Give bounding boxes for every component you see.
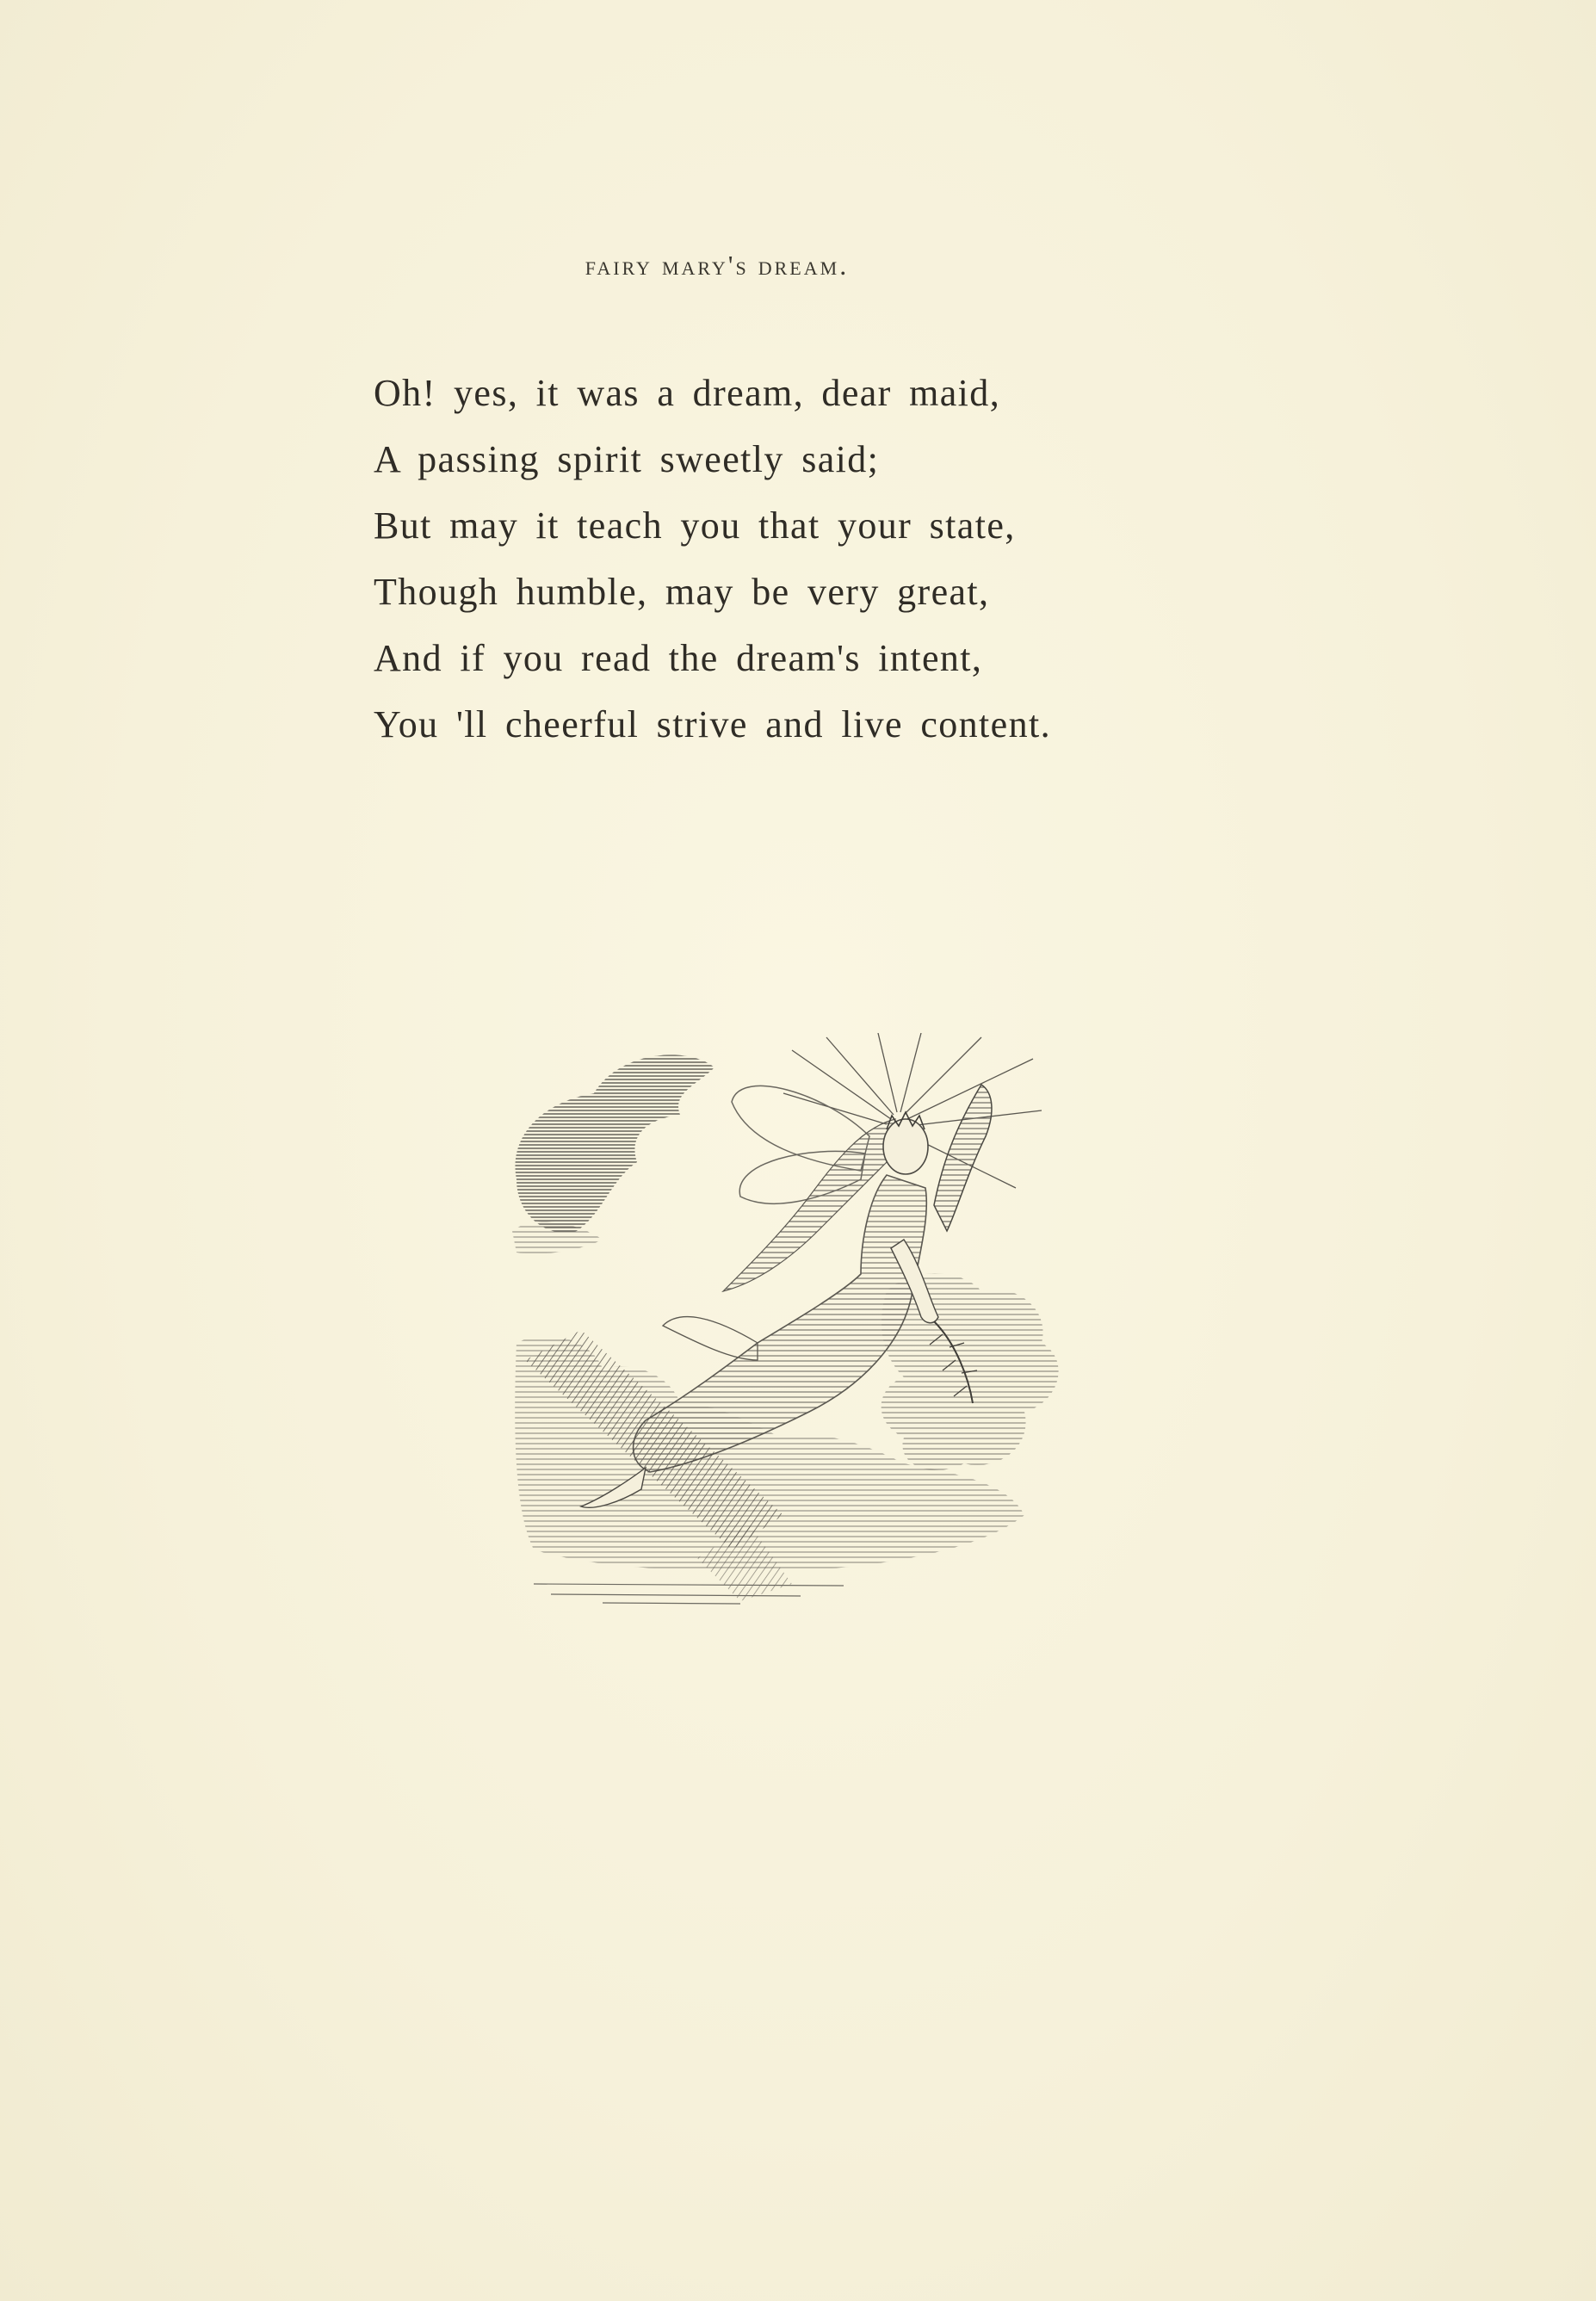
poem-stanza [374,360,1234,758]
running-head: fairy mary's dream. [585,250,850,281]
poem-line: But may it teach you that your state, [374,504,1016,547]
fairy-arm [934,1085,992,1231]
poem-line: And if you read the dream's intent, [374,637,983,679]
fairy-head [883,1119,928,1174]
fairy-body [634,1175,927,1472]
fairy-engraving-illustration [499,1033,1102,1618]
poem-line: Oh! yes, it was a dream, dear maid, [374,372,1001,414]
fairy-engraving-icon [499,1033,1102,1618]
poem-line: A passing spirit sweetly said; [374,438,880,480]
ground-lines [534,1584,844,1604]
cloud-upper-left [515,1055,714,1233]
poem-line: You 'll cheerful strive and live content. [374,703,1052,745]
poem-line: Though humble, may be very great, [374,571,990,613]
